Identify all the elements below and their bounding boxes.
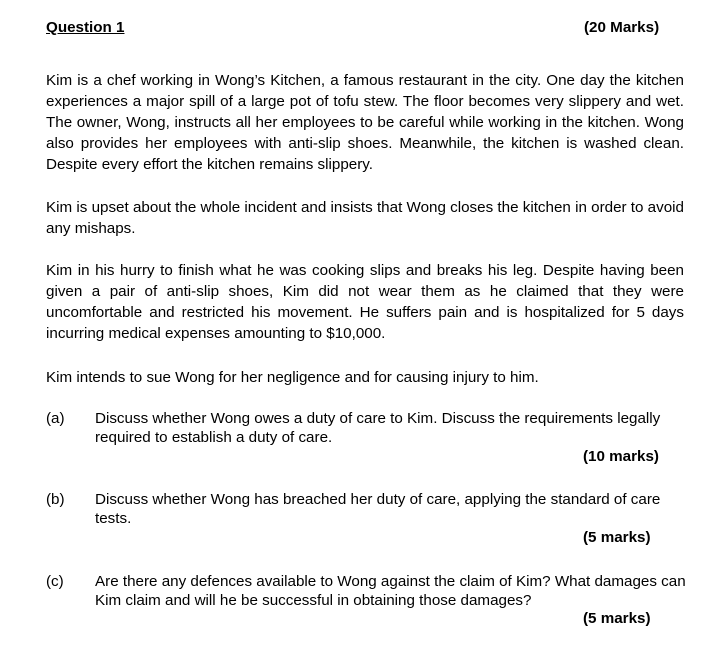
scenario-paragraph-4: Kim intends to sue Wong for her negligence and for causing injury to him. [46, 369, 539, 386]
subquestion-label: (b) [46, 491, 65, 508]
subquestion-label: (c) [46, 573, 64, 590]
question-title: Question 1 [46, 19, 125, 36]
subquestion-marks: (5 marks) [583, 529, 651, 546]
subquestion-marks: (10 marks) [583, 448, 659, 465]
subquestion-text: Discuss whether Wong has breached her duty of care, applying the standard of care tests. [95, 491, 661, 527]
subquestion-text: Discuss whether Wong owes a duty of care to Kim. Discuss the requirements legally required to establish a duty of care. [95, 410, 661, 446]
subquestion-marks: (5 marks) [583, 610, 651, 627]
question-total-marks: (20 Marks) [584, 19, 660, 36]
scenario-paragraph-3: Kim in his hurry to finish what he was cooking slips and breaks his leg. Despite having been given a pair of anti-slip shoes, Kim did not wear them as he claimed that they were uncomfortable and restricted his movement. He suffers pain and is hospitalized for 5 days incurring medical expenses amounting to $10,000. [46, 262, 684, 342]
scenario-paragraph-1: Kim is a chef working in Wong’s Kitchen, a famous restaurant in the city. One day the kitchen experiences a major spill of a large pot of tofu stew. The floor becomes very slippery and wet. The owner, Wong, instructs all her employees to be careful while working in the kitchen. Wong also provides her employees with anti-slip shoes. Meanwhile, the kitchen is washed clean. Despite every effort the kitchen remains slippery. [46, 72, 684, 173]
scenario-paragraph-2: Kim is upset about the whole incident and insists that Wong closes the kitchen in order to avoid any mishaps. [46, 199, 684, 237]
subquestion-label: (a) [46, 410, 65, 427]
subquestion-text: Are there any defences available to Wong against the claim of Kim? What damages can Kim claim and will he be successful in obtaining those damages? [95, 573, 686, 609]
